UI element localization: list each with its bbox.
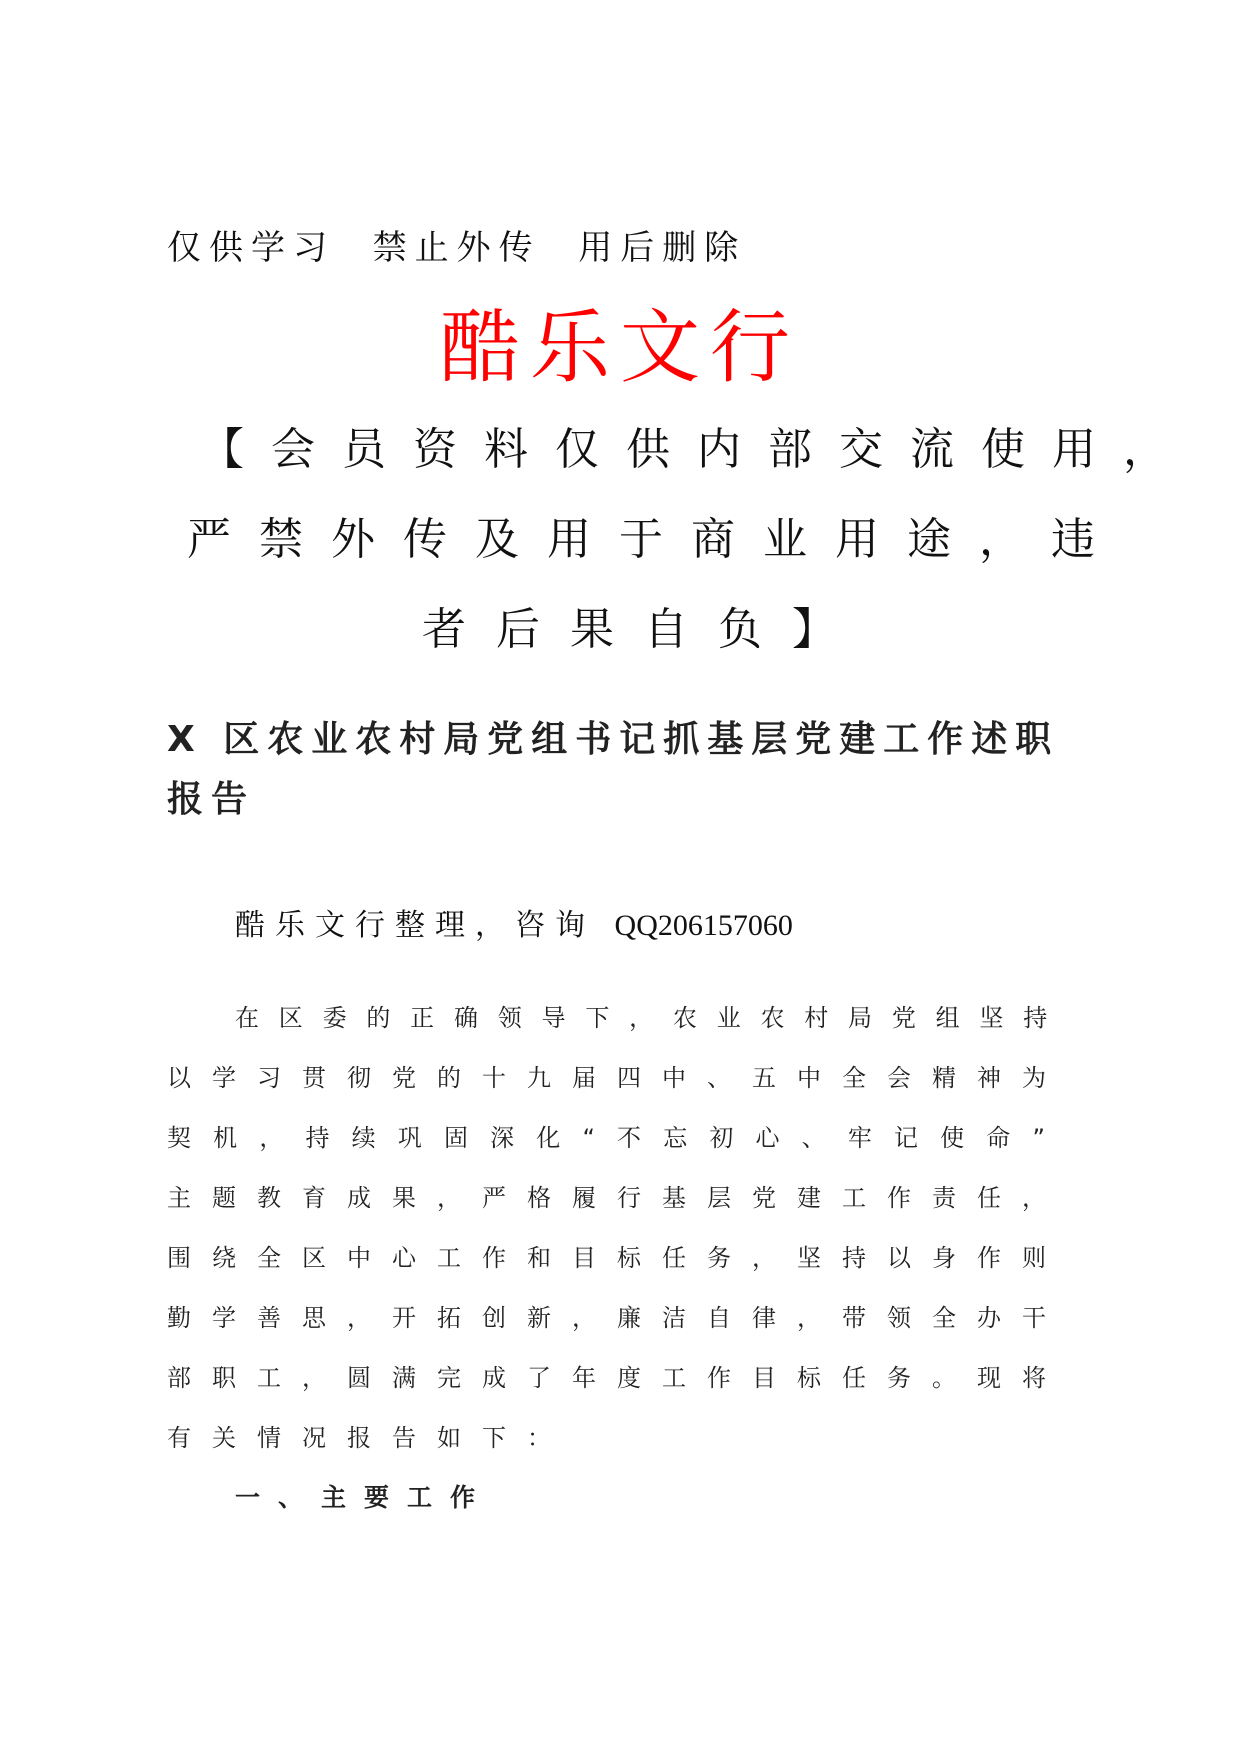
paragraph-line: 勤学善思，开拓创新，廉洁自律，带领全办干: [167, 1304, 1067, 1332]
paragraph-line: 契机，持续巩固深化“不忘初心、牢记使命”: [167, 1124, 1068, 1152]
paragraph-line: 部职工，圆满完成了年度工作目标任务。现将: [167, 1364, 1067, 1392]
compiler-qq: QQ206157060: [614, 909, 793, 942]
member-note-line-3: 者后果自负】: [422, 604, 866, 655]
member-note-line-1: 【会员资料仅供内部交流使用，: [200, 424, 1194, 475]
compiler-label: 酷乐文行整理，咨询: [235, 908, 595, 943]
section-heading: 一、主要工作: [235, 1483, 494, 1512]
paragraph-line: 在区委的正确领导下，农业农村局党组坚持: [235, 1004, 1068, 1032]
compiler-line: [235, 906, 793, 946]
usage-notice: 仅供学习 禁止外传 用后删除: [167, 228, 747, 268]
paragraph-line-last: 有关情况报告如下：: [167, 1424, 572, 1452]
paragraph-line: 围绕全区中心工作和目标任务，坚持以身作则: [167, 1244, 1067, 1272]
brand-title: 酷乐文行: [440, 301, 800, 394]
paragraph-line: 主题教育成果，严格履行基层党建工作责任，: [167, 1184, 1067, 1212]
member-note-line-2: 严禁外传及用于商业用途，违: [187, 514, 1123, 565]
paragraph-line: 以学习贯彻党的十九届四中、五中全会精神为: [167, 1064, 1067, 1092]
document-title: X 区农业农村局党组书记抓基层党建工作述职报告: [167, 719, 1060, 820]
